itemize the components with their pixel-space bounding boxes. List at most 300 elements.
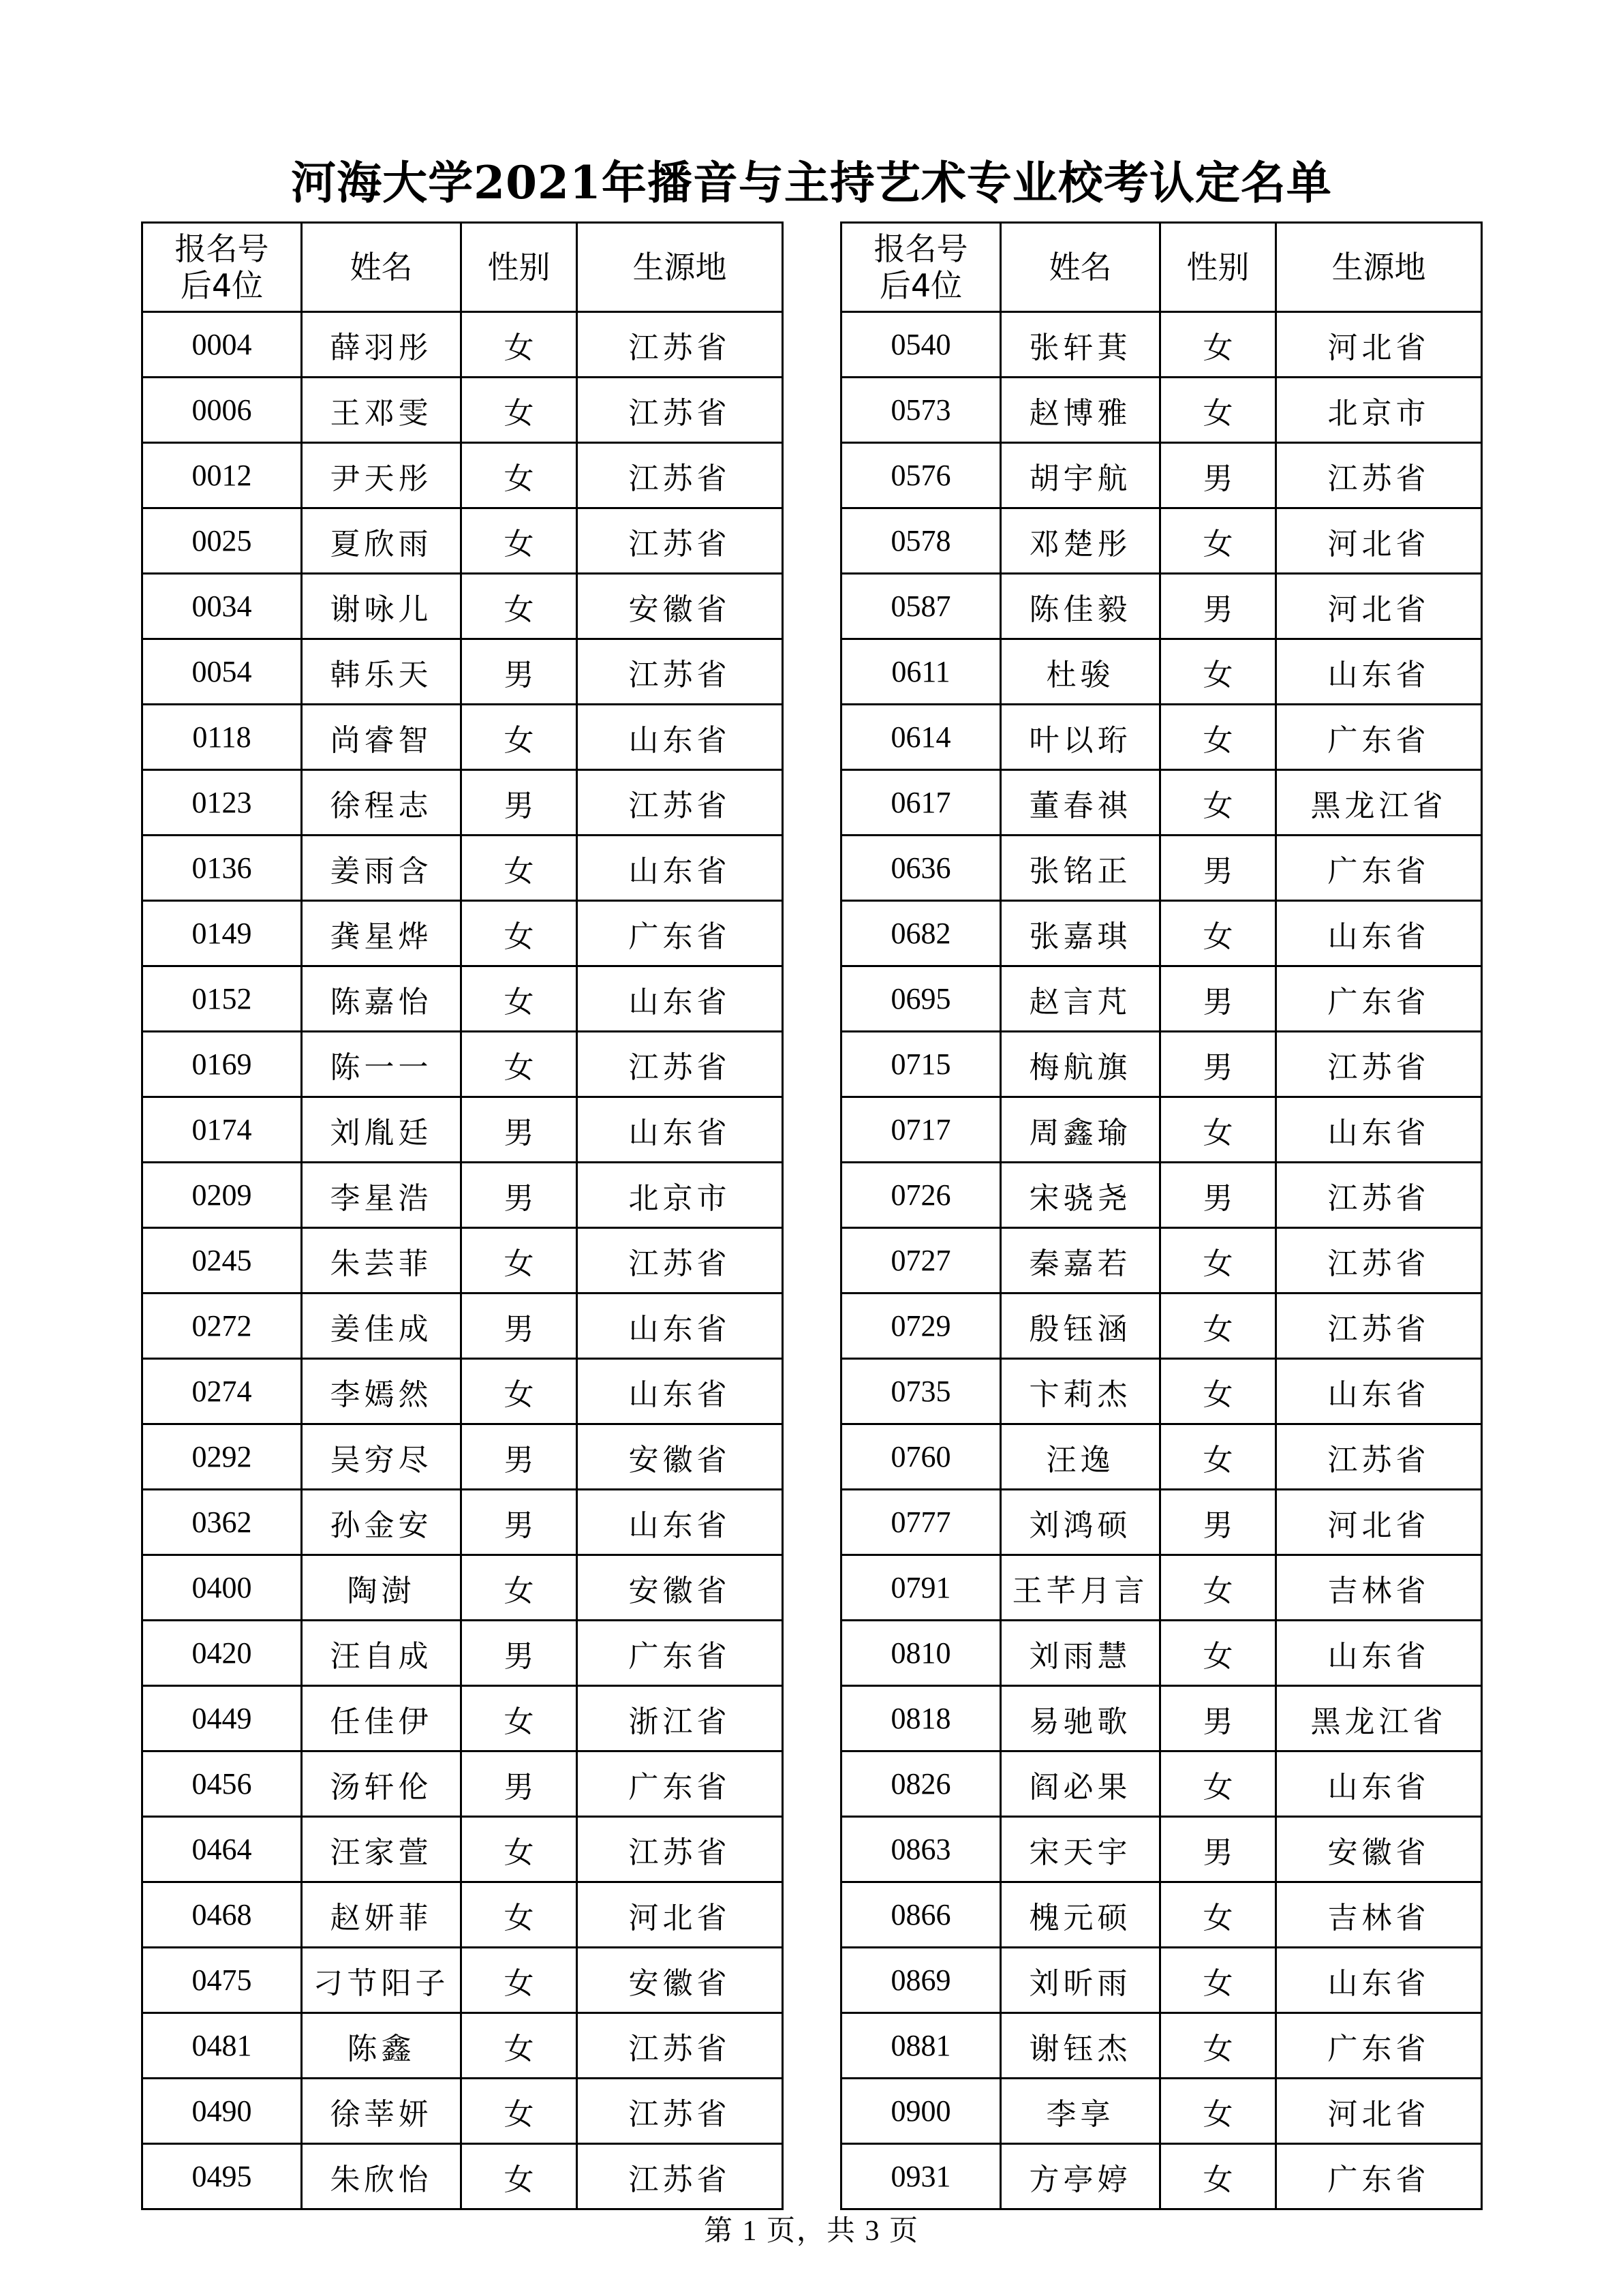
- table-row: [841, 705, 1482, 770]
- cell-origin: 江苏省: [1276, 1032, 1482, 1097]
- cell-gender: 女: [1160, 770, 1276, 836]
- table-row: [841, 1686, 1482, 1751]
- table-row: [142, 312, 783, 378]
- roster-table-right: [840, 221, 1483, 2210]
- cell-name: 龚星烨: [302, 901, 461, 966]
- cell-gender: 女: [461, 574, 577, 639]
- cell-id: 0475: [142, 1948, 302, 2013]
- cell-name: 尹天彤: [302, 443, 461, 508]
- cell-origin: 广东省: [577, 901, 783, 966]
- table-row: [841, 836, 1482, 901]
- cell-origin: 安徽省: [577, 1555, 783, 1621]
- table-row: [142, 2013, 783, 2079]
- table-row: [841, 1359, 1482, 1424]
- cell-gender: 女: [1160, 1294, 1276, 1359]
- table-row: [142, 1032, 783, 1097]
- cell-origin: 山东省: [577, 966, 783, 1032]
- cell-origin: 江苏省: [1276, 1228, 1482, 1294]
- cell-id: 0245: [142, 1228, 302, 1294]
- table-row: [142, 1555, 783, 1621]
- cell-gender: 女: [1160, 2144, 1276, 2209]
- cell-name: 汤轩伦: [302, 1751, 461, 1817]
- cell-gender: 男: [1160, 1817, 1276, 1882]
- cell-gender: 男: [461, 1490, 577, 1555]
- cell-name: 易驰歌: [1001, 1686, 1160, 1751]
- cell-gender: 女: [1160, 1097, 1276, 1163]
- cell-id: 0152: [142, 966, 302, 1032]
- cell-origin: 山东省: [577, 705, 783, 770]
- cell-gender: 女: [1160, 1751, 1276, 1817]
- cell-name: 刁节阳子: [302, 1948, 461, 2013]
- cell-origin: 广东省: [1276, 836, 1482, 901]
- cell-origin: 广东省: [1276, 2013, 1482, 2079]
- cell-id: 0362: [142, 1490, 302, 1555]
- cell-id: 0735: [841, 1359, 1001, 1424]
- table-header-row: [142, 223, 783, 312]
- cell-origin: 吉林省: [1276, 1555, 1482, 1621]
- header-gender: 性别: [461, 223, 577, 312]
- cell-gender: 女: [1160, 1359, 1276, 1424]
- cell-origin: 广东省: [1276, 966, 1482, 1032]
- cell-id: 0272: [142, 1294, 302, 1359]
- cell-id: 0695: [841, 966, 1001, 1032]
- cell-origin: 河北省: [1276, 508, 1482, 574]
- page-title: 河海大学2021年播音与主持艺术专业校考认定名单: [291, 156, 1332, 209]
- cell-id: 0012: [142, 443, 302, 508]
- cell-name: 孙金安: [302, 1490, 461, 1555]
- cell-origin: 江苏省: [577, 1817, 783, 1882]
- roster-table-left: [141, 221, 784, 2210]
- table-row: [142, 1621, 783, 1686]
- cell-gender: 女: [461, 508, 577, 574]
- table-row: [841, 1163, 1482, 1228]
- cell-name: 姜雨含: [302, 836, 461, 901]
- cell-name: 汪自成: [302, 1621, 461, 1686]
- cell-id: 0863: [841, 1817, 1001, 1882]
- cell-gender: 女: [1160, 639, 1276, 705]
- table-row: [142, 574, 783, 639]
- table-row: [841, 378, 1482, 443]
- table-row: [841, 1032, 1482, 1097]
- table-row: [142, 1882, 783, 1948]
- cell-name: 朱芸菲: [302, 1228, 461, 1294]
- table-row: [841, 1294, 1482, 1359]
- cell-name: 董春祺: [1001, 770, 1160, 836]
- cell-origin: 河北省: [1276, 312, 1482, 378]
- cell-gender: 女: [461, 443, 577, 508]
- cell-gender: 女: [461, 901, 577, 966]
- cell-id: 0587: [841, 574, 1001, 639]
- cell-gender: 女: [461, 1032, 577, 1097]
- cell-id: 0149: [142, 901, 302, 966]
- cell-origin: 山东省: [577, 1097, 783, 1163]
- cell-name: 陈鑫: [302, 2013, 461, 2079]
- table-row: [142, 1424, 783, 1490]
- cell-id: 0136: [142, 836, 302, 901]
- cell-origin: 江苏省: [577, 378, 783, 443]
- cell-name: 汪逸: [1001, 1424, 1160, 1490]
- cell-name: 徐莘妍: [302, 2079, 461, 2144]
- cell-name: 梅航旗: [1001, 1032, 1160, 1097]
- cell-gender: 女: [1160, 1228, 1276, 1294]
- cell-name: 薛羽彤: [302, 312, 461, 378]
- page-footer: 第 1 页，共 3 页: [703, 2216, 919, 2247]
- cell-gender: 女: [461, 2144, 577, 2209]
- table-row: [142, 705, 783, 770]
- cell-origin: 山东省: [577, 1294, 783, 1359]
- cell-origin: 江苏省: [577, 639, 783, 705]
- table-row: [142, 966, 783, 1032]
- cell-gender: 女: [461, 1948, 577, 2013]
- cell-origin: 吉林省: [1276, 1882, 1482, 1948]
- cell-name: 陈佳毅: [1001, 574, 1160, 639]
- cell-id: 0881: [841, 2013, 1001, 2079]
- table-row: [841, 1490, 1482, 1555]
- header-gender: 性别: [1160, 223, 1276, 312]
- cell-origin: 山东省: [577, 1359, 783, 1424]
- table-row: [841, 1097, 1482, 1163]
- cell-name: 胡宇航: [1001, 443, 1160, 508]
- table-row: [841, 1424, 1482, 1490]
- table-row: [142, 1751, 783, 1817]
- table-row: [142, 639, 783, 705]
- cell-id: 0481: [142, 2013, 302, 2079]
- table-row: [841, 1882, 1482, 1948]
- cell-origin: 江苏省: [1276, 443, 1482, 508]
- cell-id: 0715: [841, 1032, 1001, 1097]
- table-row: [841, 2079, 1482, 2144]
- cell-name: 杜骏: [1001, 639, 1160, 705]
- cell-id: 0931: [841, 2144, 1001, 2209]
- cell-origin: 北京市: [1276, 378, 1482, 443]
- cell-name: 夏欣雨: [302, 508, 461, 574]
- cell-name: 阎必果: [1001, 1751, 1160, 1817]
- cell-gender: 女: [1160, 705, 1276, 770]
- table-row: [841, 2144, 1482, 2209]
- cell-origin: 山东省: [1276, 1751, 1482, 1817]
- cell-origin: 江苏省: [577, 2144, 783, 2209]
- cell-id: 0682: [841, 901, 1001, 966]
- cell-gender: 女: [461, 705, 577, 770]
- table-row: [142, 1490, 783, 1555]
- cell-origin: 江苏省: [577, 770, 783, 836]
- cell-name: 秦嘉若: [1001, 1228, 1160, 1294]
- cell-origin: 山东省: [1276, 901, 1482, 966]
- cell-gender: 女: [461, 1555, 577, 1621]
- cell-gender: 女: [461, 312, 577, 378]
- table-row: [841, 966, 1482, 1032]
- cell-origin: 安徽省: [577, 1424, 783, 1490]
- table-row: [142, 1228, 783, 1294]
- cell-name: 汪家萱: [302, 1817, 461, 1882]
- cell-gender: 女: [1160, 1621, 1276, 1686]
- table-row: [142, 2079, 783, 2144]
- cell-id: 0274: [142, 1359, 302, 1424]
- cell-name: 周鑫瑜: [1001, 1097, 1160, 1163]
- cell-id: 0540: [841, 312, 1001, 378]
- header-origin: 生源地: [1276, 223, 1482, 312]
- table-body-left: [142, 312, 783, 2209]
- cell-gender: 女: [461, 966, 577, 1032]
- cell-name: 刘胤廷: [302, 1097, 461, 1163]
- table-row: [841, 1751, 1482, 1817]
- header-id-line1: 报名号: [874, 230, 968, 267]
- cell-origin: 广东省: [577, 1751, 783, 1817]
- cell-name: 邓楚彤: [1001, 508, 1160, 574]
- table-row: [142, 1686, 783, 1751]
- cell-origin: 江苏省: [577, 312, 783, 378]
- table-row: [142, 1948, 783, 2013]
- table-row: [142, 443, 783, 508]
- cell-gender: 男: [1160, 443, 1276, 508]
- table-row: [142, 901, 783, 966]
- cell-origin: 江苏省: [577, 1228, 783, 1294]
- cell-gender: 女: [1160, 508, 1276, 574]
- cell-name: 徐程志: [302, 770, 461, 836]
- cell-id: 0464: [142, 1817, 302, 1882]
- cell-origin: 江苏省: [1276, 1163, 1482, 1228]
- table-row: [841, 574, 1482, 639]
- cell-origin: 河北省: [1276, 1490, 1482, 1555]
- cell-id: 0118: [142, 705, 302, 770]
- cell-id: 0578: [841, 508, 1001, 574]
- cell-gender: 男: [1160, 574, 1276, 639]
- cell-gender: 女: [461, 1228, 577, 1294]
- cell-origin: 江苏省: [577, 2079, 783, 2144]
- cell-id: 0810: [841, 1621, 1001, 1686]
- cell-origin: 广东省: [1276, 2144, 1482, 2209]
- cell-id: 0869: [841, 1948, 1001, 2013]
- cell-id: 0760: [841, 1424, 1001, 1490]
- cell-name: 陈一一: [302, 1032, 461, 1097]
- cell-name: 宋骁尧: [1001, 1163, 1160, 1228]
- header-id: [841, 223, 1001, 312]
- cell-id: 0449: [142, 1686, 302, 1751]
- cell-name: 张轩萁: [1001, 312, 1160, 378]
- cell-name: 刘昕雨: [1001, 1948, 1160, 2013]
- cell-gender: 男: [461, 1424, 577, 1490]
- cell-id: 0611: [841, 639, 1001, 705]
- cell-origin: 山东省: [1276, 1621, 1482, 1686]
- cell-origin: 广东省: [1276, 705, 1482, 770]
- cell-id: 0400: [142, 1555, 302, 1621]
- cell-id: 0034: [142, 574, 302, 639]
- table-row: [142, 2144, 783, 2209]
- table-header-row: [841, 223, 1482, 312]
- cell-id: 0054: [142, 639, 302, 705]
- cell-id: 0169: [142, 1032, 302, 1097]
- cell-name: 陶澍: [302, 1555, 461, 1621]
- header-name: 姓名: [1001, 223, 1160, 312]
- cell-gender: 女: [1160, 901, 1276, 966]
- cell-gender: 男: [1160, 1490, 1276, 1555]
- cell-origin: 江苏省: [577, 2013, 783, 2079]
- cell-name: 叶以珩: [1001, 705, 1160, 770]
- cell-id: 0729: [841, 1294, 1001, 1359]
- cell-gender: 女: [461, 378, 577, 443]
- table-row: [841, 901, 1482, 966]
- cell-name: 方亭婷: [1001, 2144, 1160, 2209]
- cell-name: 韩乐天: [302, 639, 461, 705]
- table-row: [142, 1294, 783, 1359]
- cell-id: 0636: [841, 836, 1001, 901]
- header-id: [142, 223, 302, 312]
- table-row: [841, 312, 1482, 378]
- cell-gender: 女: [1160, 1882, 1276, 1948]
- cell-origin: 山东省: [1276, 1097, 1482, 1163]
- table-row: [142, 836, 783, 901]
- cell-gender: 男: [461, 1621, 577, 1686]
- cell-id: 0456: [142, 1751, 302, 1817]
- cell-origin: 河北省: [1276, 574, 1482, 639]
- cell-id: 0495: [142, 2144, 302, 2209]
- cell-gender: 女: [1160, 1424, 1276, 1490]
- table-row: [841, 1817, 1482, 1882]
- cell-name: 赵博雅: [1001, 378, 1160, 443]
- table-row: [841, 1621, 1482, 1686]
- cell-gender: 女: [1160, 378, 1276, 443]
- cell-gender: 男: [461, 639, 577, 705]
- cell-gender: 女: [461, 836, 577, 901]
- table-row: [142, 508, 783, 574]
- table-row: [841, 508, 1482, 574]
- table-row: [841, 1948, 1482, 2013]
- cell-name: 谢钰杰: [1001, 2013, 1160, 2079]
- cell-id: 0866: [841, 1882, 1001, 1948]
- cell-gender: 男: [461, 1751, 577, 1817]
- cell-name: 宋天宇: [1001, 1817, 1160, 1882]
- table-row: [841, 2013, 1482, 2079]
- cell-gender: 女: [1160, 2013, 1276, 2079]
- cell-origin: 山东省: [577, 836, 783, 901]
- cell-id: 0006: [142, 378, 302, 443]
- cell-origin: 山东省: [577, 1490, 783, 1555]
- cell-gender: 男: [461, 1097, 577, 1163]
- table-row: [841, 1228, 1482, 1294]
- cell-gender: 女: [1160, 1948, 1276, 2013]
- cell-name: 刘鸿硕: [1001, 1490, 1160, 1555]
- cell-name: 张铭正: [1001, 836, 1160, 901]
- cell-origin: 黑龙江省: [1276, 1686, 1482, 1751]
- cell-id: 0174: [142, 1097, 302, 1163]
- header-name: 姓名: [302, 223, 461, 312]
- cell-id: 0717: [841, 1097, 1001, 1163]
- cell-id: 0726: [841, 1163, 1001, 1228]
- cell-id: 0209: [142, 1163, 302, 1228]
- cell-gender: 男: [1160, 1032, 1276, 1097]
- table-row: [142, 378, 783, 443]
- cell-name: 赵言芃: [1001, 966, 1160, 1032]
- cell-gender: 男: [1160, 1686, 1276, 1751]
- cell-gender: 男: [461, 1163, 577, 1228]
- cell-name: 殷钰涵: [1001, 1294, 1160, 1359]
- cell-name: 赵妍菲: [302, 1882, 461, 1948]
- cell-origin: 山东省: [1276, 639, 1482, 705]
- cell-origin: 江苏省: [577, 1032, 783, 1097]
- cell-gender: 女: [1160, 1555, 1276, 1621]
- cell-id: 0004: [142, 312, 302, 378]
- cell-gender: 女: [461, 2013, 577, 2079]
- cell-origin: 安徽省: [1276, 1817, 1482, 1882]
- cell-origin: 山东省: [1276, 1359, 1482, 1424]
- table-body-right: [841, 312, 1482, 2209]
- cell-origin: 江苏省: [577, 508, 783, 574]
- cell-id: 0791: [841, 1555, 1001, 1621]
- cell-name: 槐元硕: [1001, 1882, 1160, 1948]
- cell-id: 0826: [841, 1751, 1001, 1817]
- cell-id: 0576: [841, 443, 1001, 508]
- table-row: [142, 1097, 783, 1163]
- cell-name: 王邓雯: [302, 378, 461, 443]
- cell-origin: 山东省: [1276, 1948, 1482, 2013]
- cell-id: 0900: [841, 2079, 1001, 2144]
- cell-gender: 男: [1160, 966, 1276, 1032]
- cell-origin: 河北省: [1276, 2079, 1482, 2144]
- cell-id: 0818: [841, 1686, 1001, 1751]
- cell-origin: 江苏省: [577, 443, 783, 508]
- header-id-line1: 报名号: [174, 230, 269, 267]
- table-row: [841, 443, 1482, 508]
- cell-id: 0420: [142, 1621, 302, 1686]
- cell-gender: 女: [1160, 312, 1276, 378]
- header-id-line2: 后4位: [879, 267, 963, 304]
- cell-gender: 女: [461, 1359, 577, 1424]
- cell-name: 李享: [1001, 2079, 1160, 2144]
- cell-name: 卞莉杰: [1001, 1359, 1160, 1424]
- cell-name: 姜佳成: [302, 1294, 461, 1359]
- cell-name: 张嘉琪: [1001, 901, 1160, 966]
- cell-origin: 河北省: [577, 1882, 783, 1948]
- cell-id: 0777: [841, 1490, 1001, 1555]
- cell-origin: 安徽省: [577, 1948, 783, 2013]
- cell-name: 刘雨慧: [1001, 1621, 1160, 1686]
- header-origin: 生源地: [577, 223, 783, 312]
- cell-origin: 浙江省: [577, 1686, 783, 1751]
- cell-name: 吴穷尽: [302, 1424, 461, 1490]
- cell-gender: 女: [1160, 2079, 1276, 2144]
- cell-origin: 黑龙江省: [1276, 770, 1482, 836]
- table-row: [142, 1817, 783, 1882]
- cell-id: 0727: [841, 1228, 1001, 1294]
- table-row: [142, 1359, 783, 1424]
- table-row: [142, 770, 783, 836]
- cell-name: 任佳伊: [302, 1686, 461, 1751]
- cell-gender: 男: [1160, 836, 1276, 901]
- cell-gender: 女: [461, 1686, 577, 1751]
- cell-id: 0292: [142, 1424, 302, 1490]
- cell-gender: 女: [461, 1882, 577, 1948]
- cell-name: 陈嘉怡: [302, 966, 461, 1032]
- cell-name: 李星浩: [302, 1163, 461, 1228]
- cell-origin: 江苏省: [1276, 1294, 1482, 1359]
- table-row: [841, 1555, 1482, 1621]
- cell-origin: 安徽省: [577, 574, 783, 639]
- cell-gender: 女: [461, 2079, 577, 2144]
- cell-id: 0617: [841, 770, 1001, 836]
- cell-gender: 男: [461, 1294, 577, 1359]
- cell-id: 0490: [142, 2079, 302, 2144]
- cell-gender: 男: [461, 770, 577, 836]
- cell-origin: 江苏省: [1276, 1424, 1482, 1490]
- table-row: [841, 770, 1482, 836]
- cell-id: 0573: [841, 378, 1001, 443]
- header-id-line2: 后4位: [180, 267, 264, 304]
- cell-name: 王芊月言: [1001, 1555, 1160, 1621]
- cell-gender: 女: [461, 1817, 577, 1882]
- cell-name: 朱欣怡: [302, 2144, 461, 2209]
- cell-name: 李嫣然: [302, 1359, 461, 1424]
- cell-gender: 男: [1160, 1163, 1276, 1228]
